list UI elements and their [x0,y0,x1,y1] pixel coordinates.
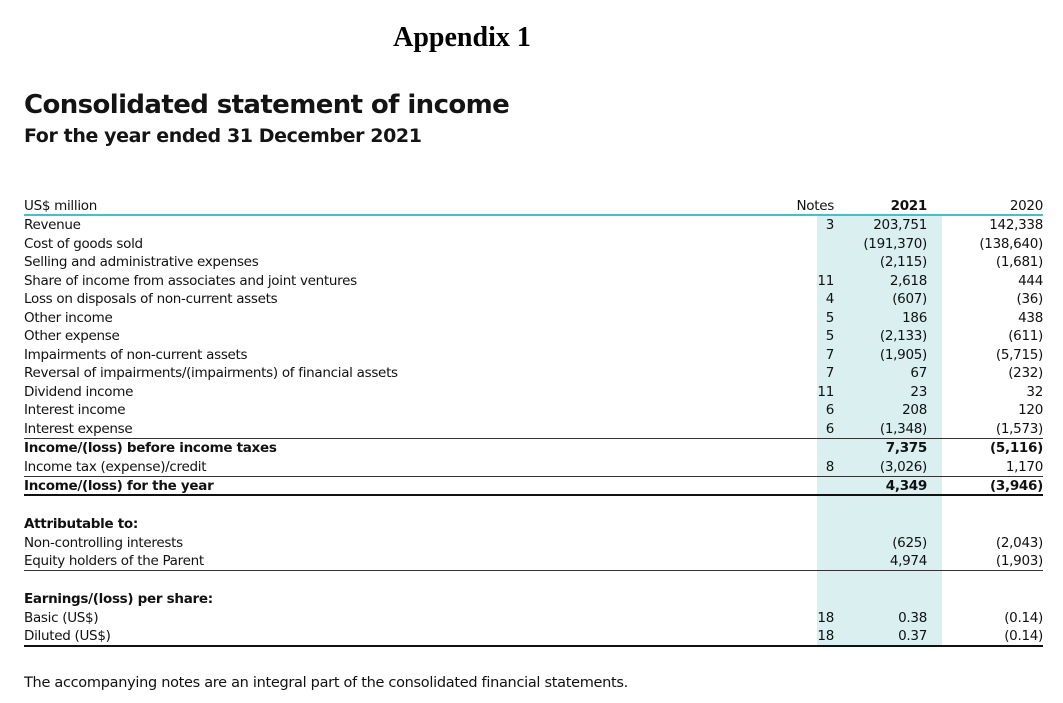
row-value-2020: (5,116) [990,440,1043,456]
row-notes: 18 [817,609,834,626]
row-value-2021: 23 [910,383,927,400]
table-row [24,216,1043,234]
row-notes: 7 [825,346,834,363]
attributable-divider [24,570,1043,571]
row-value-2020: 32 [1026,383,1043,400]
row-notes: 5 [825,328,834,344]
row-notes: 11 [817,383,834,400]
row-value-2021: 7,375 [885,440,927,456]
row-label: Other income [24,309,113,326]
table-row [24,609,1043,627]
table-row [24,327,1043,345]
table-row [24,235,1043,253]
row-value-2020: (138,640) [979,235,1043,252]
row-value-2021: (2,115) [879,254,927,270]
table-header-row [24,197,1043,215]
row-value-2020: 142,338 [989,217,1043,233]
row-value-2021: 67 [910,365,927,381]
row-value-2020: (232) [1008,365,1043,381]
row-value-2020: (5,715) [995,346,1043,363]
table-row [24,272,1043,290]
year-2021-column-header: 2021 [890,198,927,214]
row-value-2021: 186 [902,309,927,326]
row-label: Loss on disposals of non-current assets [24,291,278,307]
row-label: Interest income [24,402,126,418]
row-value-2020: (1,573) [995,420,1043,437]
row-notes: 6 [825,402,834,418]
table-row [24,420,1043,438]
row-notes: 5 [825,309,834,326]
row-value-2020: (611) [1008,328,1043,344]
row-label: Revenue [24,217,81,233]
year-2020-column-header: 2020 [1009,198,1043,214]
table-row [24,290,1043,308]
row-label: Income/(loss) for the year [24,478,214,494]
row-notes: 7 [825,365,834,381]
footnote: The accompanying notes are an integral part of the consolidated financial statements. [24,675,628,691]
row-value-2021: (625) [892,534,927,551]
table-row [24,346,1043,364]
row-label: Basic (US$) [24,609,99,626]
row-value-2021: (1,905) [879,346,927,363]
row-notes: 3 [825,217,834,233]
row-label: Non-controlling interests [24,534,183,551]
section-heading: Earnings/(loss) per share: [24,591,213,607]
table-row [24,534,1043,552]
row-notes: 4 [825,291,834,307]
row-value-2021: 0.38 [898,609,927,626]
row-label: Other expense [24,328,120,344]
page-subtitle: For the year ended 31 December 2021 [24,125,422,147]
row-value-2021: (2,133) [879,328,927,344]
row-value-2020: 444 [1018,272,1043,289]
total-divider-bottom [24,494,1043,496]
row-label: Equity holders of the Parent [24,553,204,569]
row-value-2021: (607) [892,291,927,307]
row-label: Diluted (US$) [24,628,111,644]
row-label: Cost of goods sold [24,235,143,252]
row-value-2021: 208 [902,402,927,418]
table-row [24,458,1043,476]
row-label: Impairments of non-current assets [24,346,248,363]
row-value-2021: (3,026) [879,458,927,475]
row-notes: 11 [817,272,834,289]
row-label: Dividend income [24,383,134,400]
row-value-2021: 4,974 [889,553,927,569]
units-label: US$ million [24,198,98,214]
attributable-heading-row [24,515,1043,533]
row-value-2020: (1,681) [995,254,1043,270]
row-value-2020: (1,903) [995,553,1043,569]
row-value-2020: 438 [1018,309,1043,326]
row-value-2021: (1,348) [879,420,927,437]
table-row [24,552,1043,570]
row-notes: 6 [825,420,834,437]
table-row [24,364,1043,382]
appendix-heading: Appendix 1 [393,22,531,53]
row-value-2020: (2,043) [995,534,1043,551]
table-row-total [24,477,1043,495]
eps-heading-row [24,590,1043,608]
table-row-subtotal [24,439,1043,457]
row-value-2021: 2,618 [889,272,927,289]
table-row [24,401,1043,419]
row-notes: 8 [825,458,834,475]
row-notes: 18 [817,628,834,644]
page-title: Consolidated statement of income [24,90,510,120]
row-value-2021: (191,370) [863,235,927,252]
row-value-2020: 120 [1018,402,1043,418]
table-row [24,627,1043,645]
row-value-2021: 0.37 [898,628,927,644]
eps-divider [24,645,1043,647]
row-value-2020: (36) [1016,291,1043,307]
section-heading: Attributable to: [24,516,138,532]
row-value-2020: 1,170 [1005,458,1043,475]
row-label: Reversal of impairments/(impairments) of financial assets [24,365,398,381]
row-label: Income/(loss) before income taxes [24,440,277,456]
row-label: Income tax (expense)/credit [24,458,207,475]
row-label: Share of income from associates and joint ventures [24,272,357,289]
table-row [24,309,1043,327]
row-value-2021: 4,349 [885,478,927,494]
row-label: Interest expense [24,420,133,437]
row-value-2021: 203,751 [873,217,927,233]
row-label: Selling and administrative expenses [24,254,259,270]
row-value-2020: (0.14) [1004,609,1043,626]
table-row [24,253,1043,271]
row-value-2020: (3,946) [990,478,1043,494]
row-value-2020: (0.14) [1004,628,1043,644]
notes-column-header: Notes [796,198,834,214]
table-row [24,383,1043,401]
